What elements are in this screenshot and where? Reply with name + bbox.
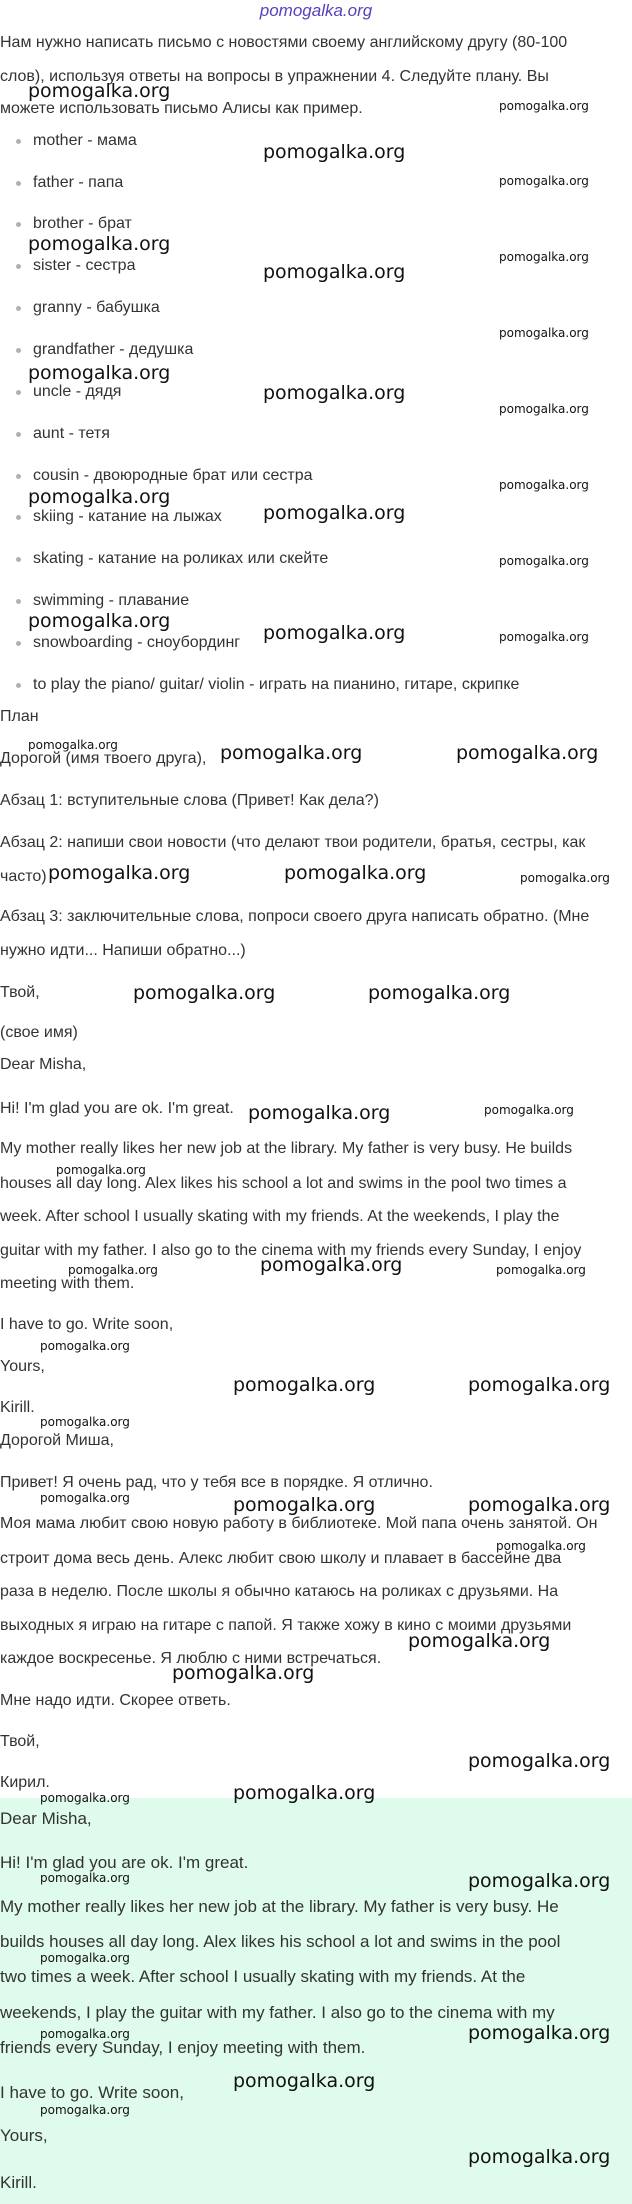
bullet-icon <box>16 683 21 688</box>
letter-line: Моя мама любит свою новую работу в библиотеке. Мой папа очень занятой. Он <box>0 1515 598 1532</box>
letter-line: раза в неделю. После школы я обычно катаюсь на роликах с друзьями. На <box>0 1583 559 1600</box>
list-item-text: aunt - тетя <box>33 425 110 442</box>
bullet-icon <box>16 139 21 144</box>
watermark: pomogalka.org <box>408 1630 551 1652</box>
letter-line: каждое воскресенье. Я люблю с ними встречаться. <box>0 1650 382 1667</box>
watermark: pomogalka.org <box>368 982 511 1004</box>
letter-line: Мне надо идти. Скорее ответь. <box>0 1692 231 1709</box>
watermark: pomogalka.org <box>28 362 171 384</box>
answer-line: Kirill. <box>0 2173 37 2192</box>
plan-line: часто) <box>0 868 47 885</box>
watermark: pomogalka.org <box>496 1539 586 1553</box>
watermark: pomogalka.org <box>56 1163 146 1177</box>
watermark: pomogalka.org <box>499 326 589 340</box>
watermark: pomogalka.org <box>28 610 171 632</box>
watermark: pomogalka.org <box>496 1263 586 1277</box>
watermark: pomogalka.org <box>28 486 171 508</box>
letter-line: meeting with them. <box>0 1275 135 1292</box>
answer-line: My mother really likes her new job at the library. My father is very busy. He <box>0 1897 559 1916</box>
watermark: pomogalka.org <box>263 261 406 283</box>
list-item-text: snowboarding - сноубординг <box>33 634 241 651</box>
watermark: pomogalka.org <box>28 738 118 752</box>
answer-line: Yours, <box>0 2126 48 2145</box>
list-item-text: grandfather - дедушка <box>33 341 194 358</box>
watermark: pomogalka.org <box>40 1951 130 1965</box>
plan-line: Абзац 3: заключительные слова, попроси своего друга написать обратно. (Мне <box>0 908 590 925</box>
watermark: pomogalka.org <box>260 1254 403 1276</box>
watermark: pomogalka.org <box>40 1339 130 1353</box>
watermark: pomogalka.org <box>233 1494 376 1516</box>
watermark: pomogalka.org <box>233 2070 376 2092</box>
watermark: pomogalka.org <box>499 250 589 264</box>
letter-line: Привет! Я очень рад, что у тебя все в порядке. Я отлично. <box>0 1474 433 1491</box>
list-item-text: sister - сестра <box>33 257 136 274</box>
bullet-icon <box>16 474 21 479</box>
watermark: pomogalka.org <box>48 862 191 884</box>
bullet-icon <box>16 515 21 520</box>
letter-line: Hi! I'm glad you are ok. I'm great. <box>0 1100 234 1117</box>
bullet-icon <box>16 181 21 186</box>
watermark: pomogalka.org <box>499 478 589 492</box>
intro-line: можете использовать письмо Алисы как пример. <box>0 100 363 117</box>
bullet-icon <box>16 599 21 604</box>
watermark: pomogalka.org <box>468 2146 611 2168</box>
watermark: pomogalka.org <box>484 1103 574 1117</box>
list-item-text: skiing - катание на лыжах <box>33 508 222 525</box>
bullet-icon <box>16 222 21 227</box>
answer-line: I have to go. Write soon, <box>0 2083 184 2102</box>
watermark: pomogalka.org <box>468 2022 611 2044</box>
bullet-icon <box>16 306 21 311</box>
watermark: pomogalka.org <box>499 174 589 188</box>
watermark: pomogalka.org <box>468 1494 611 1516</box>
list-item-text: skating - катание на роликах или скейте <box>33 550 329 567</box>
letter-line: Кирил. <box>0 1774 50 1791</box>
watermark: pomogalka.org <box>499 630 589 644</box>
letter-line: Kirill. <box>0 1399 35 1416</box>
watermark: pomogalka.org <box>468 1870 611 1892</box>
letter-line: I have to go. Write soon, <box>0 1316 174 1333</box>
answer-line: Dear Misha, <box>0 1809 92 1828</box>
site-header-logo[interactable]: pomogalka.org <box>259 1 373 20</box>
letter-line: Yours, <box>0 1358 45 1375</box>
watermark: pomogalka.org <box>40 1491 130 1505</box>
watermark: pomogalka.org <box>133 982 276 1004</box>
plan-line: нужно идти... Напиши обратно...) <box>0 942 246 959</box>
watermark: pomogalka.org <box>456 742 599 764</box>
watermark: pomogalka.org <box>263 141 406 163</box>
answer-line: two times a week. After school I usually skating with my friends. At the <box>0 1967 526 1986</box>
watermark: pomogalka.org <box>40 1871 130 1885</box>
answer-line: weekends, I play the guitar with my father. I also go to the cinema with my <box>0 2003 555 2022</box>
watermark: pomogalka.org <box>499 402 589 416</box>
letter-line: Твой, <box>0 1733 40 1750</box>
watermark: pomogalka.org <box>263 622 406 644</box>
letter-line: week. After school I usually skating with my friends. At the weekends, I play the <box>0 1208 560 1225</box>
letter-line: строит дома весь день. Алекс любит свою школу и плавает в бассейне два <box>0 1550 562 1567</box>
plan-line: Твой, <box>0 984 40 1001</box>
list-item-text: swimming - плавание <box>33 592 190 609</box>
plan-title: План <box>0 708 39 725</box>
letter-line: Dear Misha, <box>0 1056 87 1073</box>
list-item-text: brother - брат <box>33 215 132 232</box>
watermark: pomogalka.org <box>233 1374 376 1396</box>
watermark: pomogalka.org <box>40 2027 130 2041</box>
watermark: pomogalka.org <box>40 1791 130 1805</box>
bullet-icon <box>16 264 21 269</box>
bullet-icon <box>16 432 21 437</box>
watermark: pomogalka.org <box>263 502 406 524</box>
plan-line: Дорогой (имя твоего друга), <box>0 750 207 767</box>
list-item-text: uncle - дядя <box>33 383 122 400</box>
watermark: pomogalka.org <box>248 1102 391 1124</box>
watermark: pomogalka.org <box>520 871 610 885</box>
answer-box <box>0 1798 632 2204</box>
intro-line: слов), используя ответы на вопросы в упражнении 4. Следуйте плану. Вы <box>0 68 549 85</box>
watermark: pomogalka.org <box>40 1415 130 1429</box>
watermark: pomogalka.org <box>233 1782 376 1804</box>
list-item-text: father - папа <box>33 174 124 191</box>
letter-line: Дорогой Миша, <box>0 1432 114 1449</box>
watermark: pomogalka.org <box>28 80 171 102</box>
list-item-text: cousin - двоюродные брат или сестра <box>33 467 313 484</box>
watermark: pomogalka.org <box>40 2103 130 2117</box>
list-item-text: to play the piano/ guitar/ violin - играть на пианино, гитаре, скрипке <box>33 676 520 693</box>
watermark: pomogalka.org <box>284 862 427 884</box>
plan-line: Абзац 2: напиши свои новости (что делают твои родители, братья, сестры, как <box>0 834 586 851</box>
watermark: pomogalka.org <box>468 1374 611 1396</box>
watermark: pomogalka.org <box>28 233 171 255</box>
answer-line: builds houses all day long. Alex likes his school a lot and swims in the pool <box>0 1932 561 1951</box>
watermark: pomogalka.org <box>172 1662 315 1684</box>
letter-line: houses all day long. Alex likes his school a lot and swims in the pool two times a <box>0 1175 567 1192</box>
bullet-icon <box>16 348 21 353</box>
watermark: pomogalka.org <box>220 742 363 764</box>
bullet-icon <box>16 557 21 562</box>
answer-line: Hi! I'm glad you are ok. I'm great. <box>0 1853 249 1872</box>
watermark: pomogalka.org <box>263 382 406 404</box>
letter-line: выходных я играю на гитаре с папой. Я также хожу в кино с моими друзьями <box>0 1617 572 1634</box>
watermark: pomogalka.org <box>468 1750 611 1772</box>
watermark: pomogalka.org <box>499 554 589 568</box>
bullet-icon <box>16 641 21 646</box>
list-item-text: granny - бабушка <box>33 299 160 316</box>
list-item-text: mother - мама <box>33 132 137 149</box>
watermark: pomogalka.org <box>499 99 589 113</box>
bullet-icon <box>16 390 21 395</box>
plan-line: Абзац 1: вступительные слова (Привет! Как дела?) <box>0 792 379 809</box>
answer-line: friends every Sunday, I enjoy meeting with them. <box>0 2038 366 2057</box>
letter-line: guitar with my father. I also go to the cinema with my friends every Sunday, I enjoy <box>0 1242 582 1259</box>
watermark: pomogalka.org <box>68 1263 158 1277</box>
plan-line: (свое имя) <box>0 1024 78 1041</box>
intro-line: Нам нужно написать письмо с новостями своему английскому другу (80-100 <box>0 34 568 51</box>
letter-line: My mother really likes her new job at the library. My father is very busy. He builds <box>0 1140 573 1157</box>
